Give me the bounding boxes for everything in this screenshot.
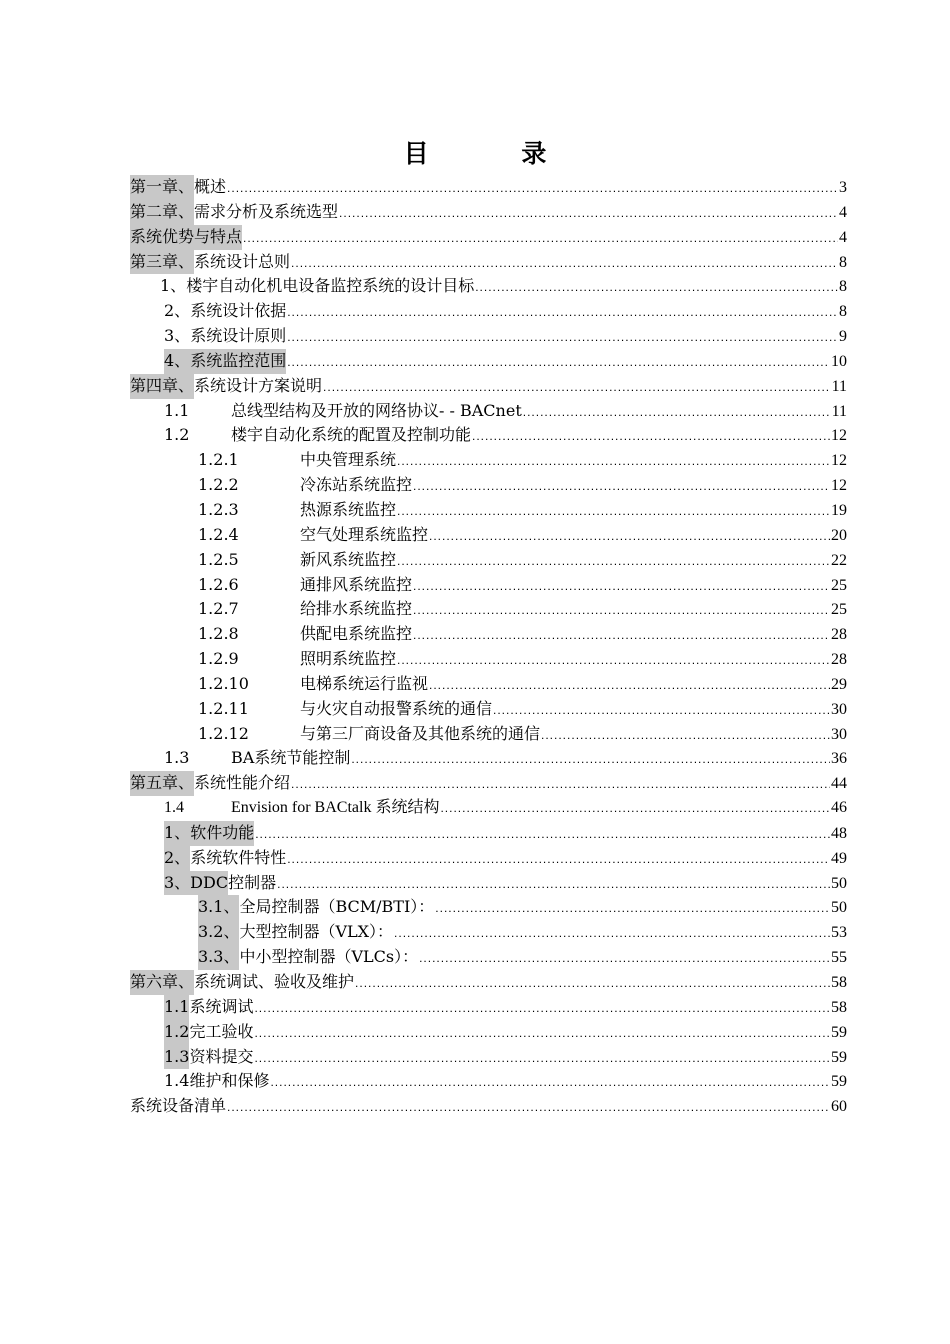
toc-number: 1.2.7 [198,599,239,619]
toc-number: 1.2.10 [198,673,249,693]
toc-title: 系统设计依据 [190,301,287,321]
toc-leader [254,1021,830,1046]
toc-leader [397,648,830,673]
toc-title: 通排风系统监控 [300,574,413,594]
toc-title: 总线型结构及开放的网络协议- - BACnet [231,400,522,420]
toc-leader [440,796,830,821]
toc-title: 与火灾自动报警系统的通信 [300,698,493,718]
toc-page: 22 [831,551,847,569]
toc-number: 第四章、 [130,374,194,399]
toc-number: 1.2.8 [198,624,239,644]
toc-entry[interactable] [130,846,847,871]
toc-page: 60 [831,1098,847,1116]
toc-entry[interactable] [130,920,847,945]
toc-page: 50 [831,874,847,892]
toc-title: 中小型控制器（VLCs）： [239,947,419,967]
toc-number: 1.2.1 [198,450,239,470]
toc-number: 1.1 [164,400,190,420]
toc-number: 1.2.3 [198,499,239,519]
toc-leader [472,424,830,449]
toc-entry[interactable] [130,324,847,349]
toc-page: 29 [831,675,847,693]
toc-title: Envision for BACtalk 系统结构 [231,799,440,817]
toc-leader [323,375,831,400]
toc-entry[interactable] [130,697,847,722]
toc-leader [287,300,838,325]
toc-number: 第一章、 [130,175,194,200]
toc-number: 2、 [164,846,190,871]
toc-entry[interactable] [130,573,847,598]
toc-page: 12 [831,477,847,495]
toc-number: 1.2.6 [198,574,239,594]
toc-leader [339,201,838,226]
toc-title: 系统调试 [189,996,254,1016]
toc-page: 58 [831,974,847,991]
toc-entry[interactable] [130,821,847,846]
toc-entry[interactable] [130,722,847,747]
toc-page: 28 [831,626,847,644]
toc-number: 第二章、 [130,200,194,225]
toc-number: 1.3 [164,1045,189,1070]
toc-page: 50 [831,899,847,917]
toc-title: 新风系统监控 [300,549,397,569]
toc-leader [291,251,838,276]
toc-title: 楼宇自动化机电设备监控系统的设计目标 [186,276,475,296]
toc-leader [270,1070,830,1095]
toc-leader [413,574,830,599]
toc-page: 4 [839,203,847,221]
toc-page: 19 [831,501,847,519]
toc-number: 4、 [164,349,190,374]
toc-title: 系统监控范围 [190,349,286,374]
toc-title: 空气处理系统监控 [300,524,429,544]
table-of-contents [130,175,847,1119]
toc-page: 20 [831,526,847,544]
toc-entry[interactable] [130,672,847,697]
toc-leader [227,176,838,201]
toc-entry[interactable] [130,647,847,672]
toc-number: 1.4 [164,1071,190,1091]
toc-leader [277,872,830,897]
toc-entry[interactable] [130,796,847,821]
toc-leader [397,549,830,574]
toc-entry[interactable] [130,548,847,573]
toc-page: 49 [831,849,847,867]
toc-leader [429,524,830,549]
toc-leader [243,226,838,251]
toc-leader [413,598,830,623]
toc-leader [287,847,830,872]
toc-title: 系统性能介绍 [194,773,291,793]
toc-page: 28 [831,651,847,669]
toc-page: 30 [831,725,847,743]
toc-title: 系统优势与特点 [130,225,242,250]
toc-number: 第五章、 [130,771,194,796]
toc-leader [413,474,830,499]
toc-page: 55 [831,949,847,967]
toc-page: 8 [839,253,847,271]
toc-title: 系统调试、验收及维护 [194,972,355,991]
toc-entry[interactable] [130,274,847,299]
toc-title: 照明系统监控 [300,649,397,669]
toc-entry[interactable] [130,771,847,796]
toc-title: 与第三厂商设备及其他系统的通信 [300,723,541,743]
toc-entry[interactable] [130,423,847,448]
toc-page: 53 [831,924,847,942]
toc-title: 软件功能 [190,821,254,846]
toc-leader [397,499,830,524]
toc-title: 系统设计方案说明 [194,375,323,395]
toc-number: 2、 [164,301,191,321]
toc-entry[interactable] [130,895,847,920]
toc-page: 3 [839,179,847,196]
toc-entry[interactable] [130,597,847,622]
toc-title: 给排水系统监控 [300,599,413,619]
toc-page: 8 [839,278,847,296]
toc-leader [287,350,830,375]
toc-title: 需求分析及系统选型 [194,201,339,221]
toc-entry[interactable] [130,399,847,424]
toc-leader [351,747,830,772]
toc-entry[interactable] [130,970,847,995]
toc-title: 全局控制器（BCM/BTI）： [239,897,435,917]
toc-leader [413,623,830,648]
toc-entry[interactable] [130,1045,847,1070]
toc-number: 1.2.5 [198,549,239,569]
toc-number: 1.3 [164,748,190,768]
toc-leader [397,449,830,474]
toc-number: 第三章、 [130,250,194,275]
toc-title: 冷冻站系统监控 [300,475,413,495]
toc-page: 59 [831,1048,847,1066]
toc-title: 资料提交 [189,1046,254,1066]
toc-leader [287,325,838,350]
toc-title: 概述 [194,177,227,196]
toc-title: 系统设计原则 [190,326,287,346]
toc-leader [429,673,830,698]
toc-entry[interactable] [130,349,847,374]
toc-page: 30 [831,700,847,718]
toc-number: 1.2.4 [198,524,239,544]
toc-title: 楼宇自动化系统的配置及控制功能 [231,425,472,445]
toc-entry[interactable] [130,945,847,970]
toc-title: 电梯系统运行监视 [300,673,429,693]
toc-page: 12 [831,452,847,470]
toc-entry[interactable] [130,299,847,324]
toc-page: 46 [831,799,847,817]
toc-page: 44 [831,775,847,793]
toc-number: 1、 [160,276,187,296]
toc-title: 完工验收 [189,1021,254,1041]
toc-number: 1.2.9 [198,649,239,669]
toc-number: 1.2.2 [198,475,239,495]
toc-entry[interactable] [130,250,847,275]
toc-leader [355,971,830,996]
toc-page: 25 [831,576,847,594]
toc-leader [291,772,830,797]
toc-entry[interactable] [130,622,847,647]
toc-page: 59 [831,1073,847,1091]
toc-page: 9 [839,328,847,346]
toc-page: 58 [831,998,847,1016]
toc-entry[interactable] [130,448,847,473]
toc-title: 控制器 [228,872,277,892]
toc-number: 1、 [164,821,190,846]
toc-entry[interactable] [130,374,847,399]
toc-entry[interactable] [130,1094,847,1119]
toc-number: 1.2.12 [198,723,249,743]
toc-page: 8 [839,303,847,321]
toc-entry[interactable] [130,1069,847,1094]
toc-page: 11 [831,377,847,395]
toc-title: 系统设备清单 [130,1096,227,1116]
toc-entry[interactable] [130,995,847,1020]
toc-title: 中央管理系统 [300,450,397,470]
toc-number: 1.2 [164,1020,189,1045]
toc-page: 48 [831,824,847,842]
toc-entry[interactable] [130,746,847,771]
toc-page: 25 [831,601,847,619]
toc-title: 系统设计总则 [194,251,291,271]
toc-page: 10 [831,352,847,370]
toc-number: 3、DDC [164,871,228,896]
toc-page: 12 [831,427,847,445]
toc-number: 1.4 [164,799,184,817]
toc-leader [493,698,830,723]
toc-title: 供配电系统监控 [300,624,413,644]
toc-entry[interactable] [130,523,847,548]
toc-leader [419,946,830,971]
toc-leader [394,921,830,946]
toc-title: 大型控制器（VLX）： [239,922,394,942]
toc-entry[interactable] [130,498,847,523]
toc-number: 1.1 [164,995,189,1020]
toc-leader [255,822,830,847]
page-title: 目 录 [403,139,589,168]
toc-number: 1.2 [164,425,190,445]
toc-page: 36 [831,750,847,768]
toc-entry[interactable] [130,1020,847,1045]
toc-entry[interactable] [130,200,847,225]
toc-title: 热源系统监控 [300,499,397,519]
toc-leader [541,723,830,748]
toc-number: 3.3、 [198,945,239,970]
toc-leader [435,896,830,921]
toc-leader [475,275,838,300]
toc-leader [254,996,830,1021]
toc-entry[interactable] [130,225,847,250]
toc-title: 维护和保修 [189,1071,270,1091]
toc-title: BA系统节能控制 [231,748,351,768]
toc-leader [523,400,831,425]
toc-number: 3.2、 [198,920,239,945]
toc-leader [227,1095,830,1120]
toc-number: 第六章、 [130,970,194,995]
toc-title: 系统软件特性 [190,847,287,867]
toc-number: 3、 [164,326,191,346]
toc-entry[interactable] [130,175,847,200]
toc-page: 59 [831,1023,847,1041]
toc-page: 4 [839,228,847,246]
toc-page: 11 [831,402,847,420]
toc-entry[interactable] [130,473,847,498]
toc-leader [254,1046,830,1071]
toc-entry[interactable] [130,871,847,896]
toc-number: 1.2.11 [198,698,249,718]
toc-number: 3.1、 [198,895,239,920]
